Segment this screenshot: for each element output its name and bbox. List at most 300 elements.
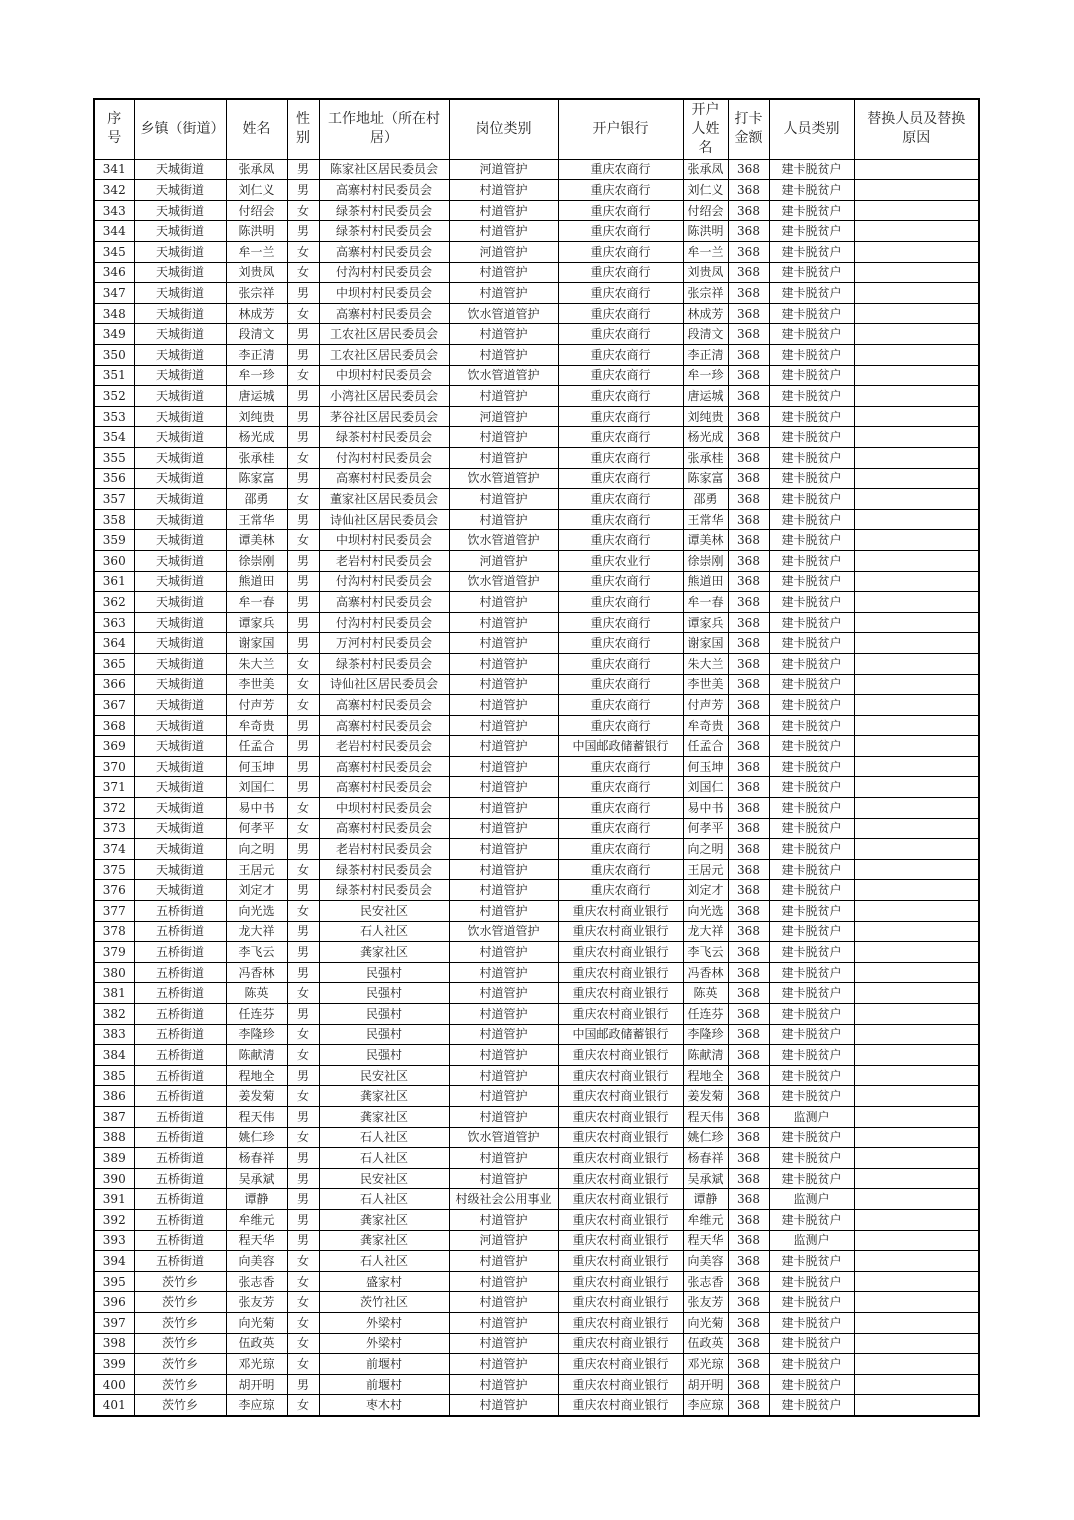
- cell-col-6: 重庆农商行: [558, 447, 683, 468]
- cell-col-3: 女: [287, 859, 319, 880]
- cell-col-9: 建卡脱贫户: [769, 1354, 854, 1375]
- cell-col-7: 朱大兰: [683, 653, 728, 674]
- column-header-1: 乡镇（街道）: [134, 99, 226, 159]
- cell-col-3: 男: [287, 468, 319, 489]
- cell-col-2: 陈洪明: [226, 221, 287, 242]
- cell-col-0: 399: [94, 1354, 134, 1375]
- cell-col-9: 建卡脱贫户: [769, 530, 854, 551]
- cell-col-5: 村道管护: [449, 756, 558, 777]
- cell-col-1: 天城街道: [134, 530, 226, 551]
- cell-col-7: 张志香: [683, 1271, 728, 1292]
- cell-col-8: 368: [728, 468, 769, 489]
- cell-col-7: 何孝平: [683, 818, 728, 839]
- cell-col-6: 重庆农村商业银行: [558, 1065, 683, 1086]
- cell-col-0: 361: [94, 571, 134, 592]
- column-header-7: 开户人姓名: [683, 99, 728, 159]
- cell-col-0: 348: [94, 303, 134, 324]
- cell-col-3: 男: [287, 406, 319, 427]
- cell-col-3: 女: [287, 530, 319, 551]
- table-row: [94, 159, 979, 180]
- cell-col-2: 王居元: [226, 859, 287, 880]
- cell-col-3: 女: [287, 1292, 319, 1313]
- table-row: [94, 695, 979, 716]
- cell-col-4: 付沟村村民委员会: [319, 612, 449, 633]
- cell-col-3: 男: [287, 1148, 319, 1169]
- cell-col-5: 村道管护: [449, 1024, 558, 1045]
- cell-col-0: 344: [94, 221, 134, 242]
- cell-col-9: 建卡脱贫户: [769, 1251, 854, 1272]
- cell-col-5: 村道管护: [449, 180, 558, 201]
- cell-col-0: 377: [94, 901, 134, 922]
- cell-col-5: 村道管护: [449, 983, 558, 1004]
- cell-col-2: 任连芬: [226, 1004, 287, 1025]
- cell-col-5: 村道管护: [449, 1106, 558, 1127]
- cell-col-10: [854, 1333, 979, 1354]
- cell-col-1: 茨竹乡: [134, 1292, 226, 1313]
- cell-col-10: [854, 777, 979, 798]
- cell-col-7: 谢家国: [683, 633, 728, 654]
- cell-col-7: 牟一兰: [683, 242, 728, 263]
- cell-col-9: 建卡脱贫户: [769, 509, 854, 530]
- cell-col-5: 村道管护: [449, 633, 558, 654]
- cell-col-1: 五桥街道: [134, 1127, 226, 1148]
- cell-col-4: 前堰村: [319, 1354, 449, 1375]
- cell-col-2: 向美容: [226, 1251, 287, 1272]
- cell-col-4: 高寨村村民委员会: [319, 242, 449, 263]
- cell-col-3: 女: [287, 365, 319, 386]
- cell-col-6: 重庆农村商业银行: [558, 1045, 683, 1066]
- cell-col-7: 伍政英: [683, 1333, 728, 1354]
- cell-col-1: 五桥街道: [134, 1209, 226, 1230]
- cell-col-6: 重庆农村商业银行: [558, 1251, 683, 1272]
- cell-col-5: 河道管护: [449, 159, 558, 180]
- cell-col-2: 程地全: [226, 1065, 287, 1086]
- cell-col-6: 重庆农商行: [558, 653, 683, 674]
- cell-col-8: 368: [728, 1086, 769, 1107]
- cell-col-8: 368: [728, 365, 769, 386]
- cell-col-10: [854, 942, 979, 963]
- roster-table: [93, 98, 980, 1417]
- cell-col-10: [854, 262, 979, 283]
- cell-col-10: [854, 406, 979, 427]
- cell-col-7: 龙大祥: [683, 921, 728, 942]
- cell-col-5: 村道管护: [449, 1209, 558, 1230]
- cell-col-6: 重庆农商行: [558, 386, 683, 407]
- cell-col-10: [854, 818, 979, 839]
- cell-col-1: 天城街道: [134, 571, 226, 592]
- cell-col-2: 唐运城: [226, 386, 287, 407]
- cell-col-3: 男: [287, 1230, 319, 1251]
- cell-col-10: [854, 530, 979, 551]
- cell-col-10: [854, 798, 979, 819]
- cell-col-9: 建卡脱贫户: [769, 1065, 854, 1086]
- cell-col-7: 谭家兵: [683, 612, 728, 633]
- table-row: [94, 818, 979, 839]
- cell-col-4: 工农社区居民委员会: [319, 345, 449, 366]
- cell-col-10: [854, 633, 979, 654]
- cell-col-0: 387: [94, 1106, 134, 1127]
- cell-col-0: 386: [94, 1086, 134, 1107]
- cell-col-0: 378: [94, 921, 134, 942]
- table-row: [94, 1106, 979, 1127]
- cell-col-0: 353: [94, 406, 134, 427]
- cell-col-2: 程天华: [226, 1230, 287, 1251]
- table-row: [94, 1189, 979, 1210]
- table-row: [94, 447, 979, 468]
- cell-col-6: 重庆农商行: [558, 530, 683, 551]
- cell-col-4: 民强村: [319, 1024, 449, 1045]
- cell-col-10: [854, 221, 979, 242]
- cell-col-0: 341: [94, 159, 134, 180]
- table-row: [94, 612, 979, 633]
- cell-col-5: 村道管护: [449, 1251, 558, 1272]
- cell-col-2: 陈家富: [226, 468, 287, 489]
- cell-col-2: 徐崇刚: [226, 550, 287, 571]
- cell-col-3: 女: [287, 1086, 319, 1107]
- cell-col-10: [854, 1106, 979, 1127]
- cell-col-2: 谢家国: [226, 633, 287, 654]
- cell-col-4: 高寨村村民委员会: [319, 756, 449, 777]
- cell-col-9: 建卡脱贫户: [769, 859, 854, 880]
- cell-col-10: [854, 1354, 979, 1375]
- table-row: [94, 736, 979, 757]
- column-header-3: 性别: [287, 99, 319, 159]
- cell-col-2: 牟一珍: [226, 365, 287, 386]
- cell-col-4: 陈家社区居民委员会: [319, 159, 449, 180]
- cell-col-9: 建卡脱贫户: [769, 1086, 854, 1107]
- cell-col-6: 重庆农商行: [558, 345, 683, 366]
- table-row: [94, 386, 979, 407]
- cell-col-8: 368: [728, 592, 769, 613]
- cell-col-9: 建卡脱贫户: [769, 550, 854, 571]
- cell-col-4: 龚家社区: [319, 1106, 449, 1127]
- cell-col-5: 村道管护: [449, 262, 558, 283]
- cell-col-1: 天城街道: [134, 406, 226, 427]
- table-row: [94, 242, 979, 263]
- cell-col-10: [854, 880, 979, 901]
- table-row: [94, 592, 979, 613]
- cell-col-2: 谭家兵: [226, 612, 287, 633]
- cell-col-2: 胡开明: [226, 1374, 287, 1395]
- cell-col-5: 村道管护: [449, 592, 558, 613]
- cell-col-9: 建卡脱贫户: [769, 983, 854, 1004]
- cell-col-6: 重庆农商行: [558, 756, 683, 777]
- cell-col-0: 354: [94, 427, 134, 448]
- table-row: [94, 983, 979, 1004]
- cell-col-8: 368: [728, 1004, 769, 1025]
- cell-col-7: 向光菊: [683, 1312, 728, 1333]
- cell-col-3: 男: [287, 1004, 319, 1025]
- cell-col-10: [854, 859, 979, 880]
- cell-col-1: 五桥街道: [134, 1024, 226, 1045]
- table-row: [94, 489, 979, 510]
- cell-col-9: 建卡脱贫户: [769, 880, 854, 901]
- cell-col-10: [854, 1086, 979, 1107]
- cell-col-8: 368: [728, 756, 769, 777]
- cell-col-2: 林成芳: [226, 303, 287, 324]
- cell-col-10: [854, 1189, 979, 1210]
- cell-col-2: 熊道田: [226, 571, 287, 592]
- cell-col-7: 刘定才: [683, 880, 728, 901]
- table-row: [94, 1354, 979, 1375]
- cell-col-2: 杨光成: [226, 427, 287, 448]
- table-row: [94, 283, 979, 304]
- cell-col-8: 368: [728, 1271, 769, 1292]
- cell-col-1: 天城街道: [134, 633, 226, 654]
- cell-col-6: 重庆农村商业银行: [558, 1374, 683, 1395]
- cell-col-6: 重庆农商行: [558, 159, 683, 180]
- cell-col-6: 重庆农商行: [558, 468, 683, 489]
- cell-col-8: 368: [728, 1127, 769, 1148]
- cell-col-0: 343: [94, 200, 134, 221]
- cell-col-1: 茨竹乡: [134, 1271, 226, 1292]
- table-row: [94, 942, 979, 963]
- table-row: [94, 1168, 979, 1189]
- cell-col-7: 王居元: [683, 859, 728, 880]
- column-header-8: 打卡金额: [728, 99, 769, 159]
- cell-col-10: [854, 736, 979, 757]
- cell-col-4: 绿茶村村民委员会: [319, 859, 449, 880]
- cell-col-9: 建卡脱贫户: [769, 427, 854, 448]
- cell-col-1: 五桥街道: [134, 901, 226, 922]
- table-row: [94, 633, 979, 654]
- cell-col-1: 天城街道: [134, 839, 226, 860]
- column-header-0: 序号: [94, 99, 134, 159]
- cell-col-4: 民强村: [319, 1045, 449, 1066]
- cell-col-10: [854, 962, 979, 983]
- table-row: [94, 1086, 979, 1107]
- cell-col-7: 李隆珍: [683, 1024, 728, 1045]
- cell-col-9: 建卡脱贫户: [769, 756, 854, 777]
- cell-col-6: 重庆农村商业银行: [558, 942, 683, 963]
- cell-col-8: 368: [728, 550, 769, 571]
- cell-col-1: 五桥街道: [134, 1251, 226, 1272]
- cell-col-10: [854, 180, 979, 201]
- cell-col-1: 五桥街道: [134, 942, 226, 963]
- cell-col-3: 男: [287, 180, 319, 201]
- cell-col-7: 刘贵凤: [683, 262, 728, 283]
- cell-col-10: [854, 1148, 979, 1169]
- cell-col-6: 重庆农商行: [558, 180, 683, 201]
- cell-col-6: 重庆农村商业银行: [558, 1209, 683, 1230]
- cell-col-8: 368: [728, 1106, 769, 1127]
- cell-col-5: 河道管护: [449, 406, 558, 427]
- cell-col-6: 重庆农商行: [558, 777, 683, 798]
- table-row: [94, 262, 979, 283]
- cell-col-9: 建卡脱贫户: [769, 489, 854, 510]
- cell-col-9: 建卡脱贫户: [769, 674, 854, 695]
- cell-col-4: 高寨村村民委员会: [319, 777, 449, 798]
- cell-col-9: 监测户: [769, 1106, 854, 1127]
- cell-col-10: [854, 1271, 979, 1292]
- cell-col-3: 男: [287, 283, 319, 304]
- cell-col-9: 建卡脱贫户: [769, 1148, 854, 1169]
- cell-col-1: 天城街道: [134, 695, 226, 716]
- cell-col-4: 绿茶村村民委员会: [319, 200, 449, 221]
- cell-col-1: 天城街道: [134, 262, 226, 283]
- cell-col-3: 女: [287, 489, 319, 510]
- cell-col-10: [854, 242, 979, 263]
- cell-col-7: 张承凤: [683, 159, 728, 180]
- cell-col-2: 谭美林: [226, 530, 287, 551]
- cell-col-8: 368: [728, 283, 769, 304]
- cell-col-5: 村级社会公用事业: [449, 1189, 558, 1210]
- cell-col-6: 重庆农商行: [558, 509, 683, 530]
- cell-col-2: 张志香: [226, 1271, 287, 1292]
- cell-col-1: 五桥街道: [134, 1045, 226, 1066]
- table-row: [94, 571, 979, 592]
- cell-col-7: 唐运城: [683, 386, 728, 407]
- cell-col-9: 监测户: [769, 1230, 854, 1251]
- cell-col-3: 女: [287, 674, 319, 695]
- cell-col-5: 村道管护: [449, 612, 558, 633]
- cell-col-5: 村道管护: [449, 489, 558, 510]
- cell-col-6: 重庆农村商业银行: [558, 983, 683, 1004]
- cell-col-4: 绿茶村村民委员会: [319, 653, 449, 674]
- cell-col-5: 村道管护: [449, 901, 558, 922]
- cell-col-5: 村道管护: [449, 447, 558, 468]
- cell-col-6: 重庆农商行: [558, 365, 683, 386]
- cell-col-6: 重庆农村商业银行: [558, 1106, 683, 1127]
- cell-col-10: [854, 1127, 979, 1148]
- cell-col-1: 茨竹乡: [134, 1374, 226, 1395]
- cell-col-8: 368: [728, 180, 769, 201]
- cell-col-4: 诗仙社区居民委员会: [319, 674, 449, 695]
- cell-col-0: 384: [94, 1045, 134, 1066]
- cell-col-2: 刘纯贵: [226, 406, 287, 427]
- cell-col-7: 张承桂: [683, 447, 728, 468]
- table-row: [94, 715, 979, 736]
- cell-col-9: 建卡脱贫户: [769, 1395, 854, 1416]
- cell-col-5: 村道管护: [449, 1271, 558, 1292]
- cell-col-6: 重庆农村商业银行: [558, 1230, 683, 1251]
- cell-col-8: 368: [728, 386, 769, 407]
- cell-col-5: 饮水管道管护: [449, 1127, 558, 1148]
- cell-col-9: 建卡脱贫户: [769, 262, 854, 283]
- cell-col-0: 373: [94, 818, 134, 839]
- cell-col-4: 盛家村: [319, 1271, 449, 1292]
- cell-col-1: 五桥街道: [134, 983, 226, 1004]
- cell-col-1: 天城街道: [134, 365, 226, 386]
- cell-col-3: 男: [287, 386, 319, 407]
- cell-col-9: 建卡脱贫户: [769, 200, 854, 221]
- cell-col-0: 369: [94, 736, 134, 757]
- cell-col-4: 中坝村村民委员会: [319, 365, 449, 386]
- table-row: [94, 1292, 979, 1313]
- cell-col-7: 李世美: [683, 674, 728, 695]
- cell-col-7: 陈英: [683, 983, 728, 1004]
- cell-col-8: 368: [728, 262, 769, 283]
- cell-col-8: 368: [728, 880, 769, 901]
- cell-col-3: 女: [287, 303, 319, 324]
- cell-col-2: 刘仁义: [226, 180, 287, 201]
- cell-col-8: 368: [728, 200, 769, 221]
- cell-col-9: 建卡脱贫户: [769, 1045, 854, 1066]
- cell-col-3: 女: [287, 901, 319, 922]
- cell-col-2: 张宗祥: [226, 283, 287, 304]
- cell-col-0: 358: [94, 509, 134, 530]
- cell-col-4: 外梁村: [319, 1312, 449, 1333]
- cell-col-4: 老岩村村民委员会: [319, 736, 449, 757]
- cell-col-1: 五桥街道: [134, 1065, 226, 1086]
- cell-col-9: 建卡脱贫户: [769, 633, 854, 654]
- cell-col-7: 谭静: [683, 1189, 728, 1210]
- cell-col-9: 建卡脱贫户: [769, 1168, 854, 1189]
- cell-col-0: 352: [94, 386, 134, 407]
- cell-col-5: 村道管护: [449, 1045, 558, 1066]
- cell-col-5: 村道管护: [449, 200, 558, 221]
- table-row: [94, 839, 979, 860]
- cell-col-9: 建卡脱贫户: [769, 303, 854, 324]
- cell-col-4: 老岩村村民委员会: [319, 550, 449, 571]
- table-row: [94, 1312, 979, 1333]
- cell-col-0: 345: [94, 242, 134, 263]
- cell-col-1: 天城街道: [134, 386, 226, 407]
- cell-col-6: 重庆农商行: [558, 242, 683, 263]
- cell-col-10: [854, 1065, 979, 1086]
- cell-col-2: 牟奇贵: [226, 715, 287, 736]
- cell-col-5: 饮水管道管护: [449, 365, 558, 386]
- table-row: [94, 1395, 979, 1416]
- cell-col-5: 村道管护: [449, 715, 558, 736]
- cell-col-4: 中坝村村民委员会: [319, 798, 449, 819]
- cell-col-4: 石人社区: [319, 921, 449, 942]
- cell-col-3: 女: [287, 1127, 319, 1148]
- cell-col-2: 邵勇: [226, 489, 287, 510]
- table-row: [94, 324, 979, 345]
- cell-col-6: 重庆农村商业银行: [558, 1086, 683, 1107]
- cell-col-8: 368: [728, 612, 769, 633]
- cell-col-8: 368: [728, 633, 769, 654]
- cell-col-4: 高寨村村民委员会: [319, 303, 449, 324]
- cell-col-0: 360: [94, 550, 134, 571]
- cell-col-6: 重庆农村商业银行: [558, 962, 683, 983]
- cell-col-3: 男: [287, 777, 319, 798]
- cell-col-0: 368: [94, 715, 134, 736]
- cell-col-6: 重庆农商行: [558, 489, 683, 510]
- cell-col-1: 五桥街道: [134, 921, 226, 942]
- cell-col-3: 男: [287, 592, 319, 613]
- table-row: [94, 530, 979, 551]
- cell-col-1: 天城街道: [134, 283, 226, 304]
- cell-col-8: 368: [728, 159, 769, 180]
- cell-col-0: 389: [94, 1148, 134, 1169]
- cell-col-4: 高寨村村民委员会: [319, 715, 449, 736]
- cell-col-0: 347: [94, 283, 134, 304]
- cell-col-10: [854, 550, 979, 571]
- cell-col-3: 女: [287, 653, 319, 674]
- cell-col-1: 天城街道: [134, 859, 226, 880]
- cell-col-2: 李飞云: [226, 942, 287, 963]
- cell-col-0: 362: [94, 592, 134, 613]
- cell-col-7: 胡开明: [683, 1374, 728, 1395]
- cell-col-3: 男: [287, 839, 319, 860]
- cell-col-6: 重庆农商行: [558, 839, 683, 860]
- cell-col-2: 张友芳: [226, 1292, 287, 1313]
- cell-col-0: 364: [94, 633, 134, 654]
- cell-col-4: 高寨村村民委员会: [319, 592, 449, 613]
- cell-col-3: 男: [287, 1106, 319, 1127]
- cell-col-0: 395: [94, 1271, 134, 1292]
- cell-col-8: 368: [728, 1209, 769, 1230]
- cell-col-2: 李正清: [226, 345, 287, 366]
- table-row: [94, 1065, 979, 1086]
- cell-col-8: 368: [728, 1230, 769, 1251]
- cell-col-4: 龚家社区: [319, 1086, 449, 1107]
- cell-col-5: 村道管护: [449, 695, 558, 716]
- cell-col-0: 355: [94, 447, 134, 468]
- cell-col-9: 建卡脱贫户: [769, 571, 854, 592]
